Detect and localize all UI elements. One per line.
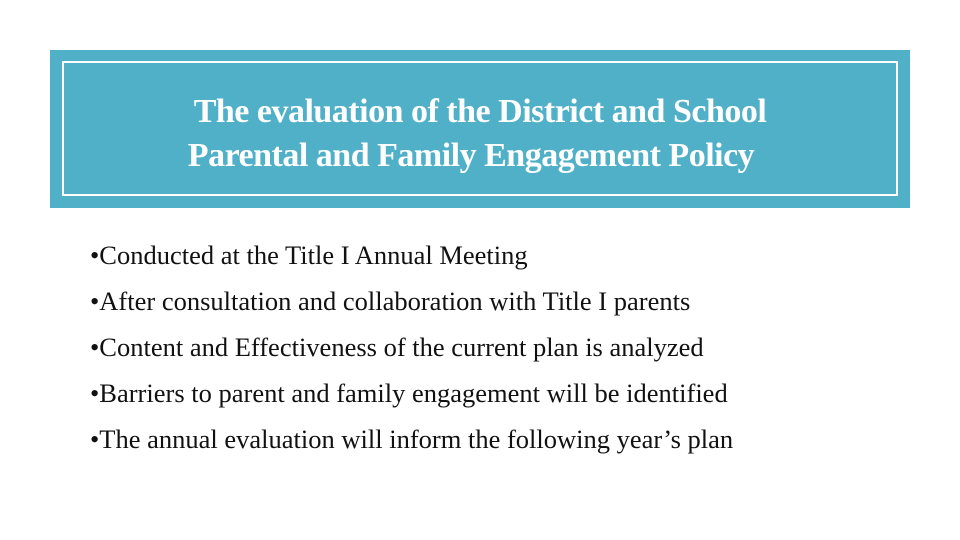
slide-title <box>50 90 910 178</box>
bullet-list <box>90 232 733 462</box>
bullet-item: •After consultation and collaboration with Title I parents <box>90 286 691 316</box>
bullet-item: •Content and Effectiveness of the current plan is analyzed <box>90 332 704 362</box>
bullet-item: •Conducted at the Title I Annual Meeting <box>90 240 528 270</box>
slide-title-line-1: The evaluation of the District and School <box>193 93 767 130</box>
title-banner <box>50 50 910 208</box>
bullet-item: •The annual evaluation will inform the following year’s plan <box>90 424 734 454</box>
bullet-item: •Barriers to parent and family engagement will be identified <box>90 378 728 408</box>
slide-title-line-2: Parental and Family Engagement Policy <box>187 137 755 174</box>
